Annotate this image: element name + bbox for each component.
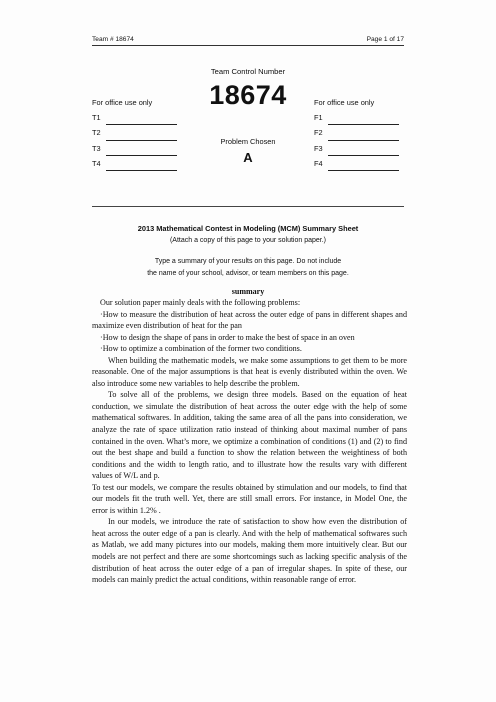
section-divider [92, 206, 404, 207]
blank-line [328, 115, 399, 125]
instruction-line: the name of your school, advisor, or team members on this page. [147, 269, 349, 277]
paragraph: ·How to measure the distribution of heat across the outer edge of pans in different shapes and maximize even distribution of heat for the pan [92, 309, 407, 331]
office-field-label: T3 [92, 143, 101, 153]
problem-chosen-label: Problem Chosen [220, 137, 276, 146]
office-field-f1 [314, 110, 399, 125]
office-field-label: T2 [92, 128, 101, 138]
office-field-label: F3 [314, 143, 323, 153]
problem-chosen-letter: A [243, 150, 253, 165]
header-team: Team # 18674 [92, 36, 134, 43]
office-use-label: For office use only [92, 98, 153, 107]
paragraph: ·How to design the shape of pans in order to make the best of space in an oven [100, 332, 355, 342]
paragraph: In our models, we introduce the rate of satisfaction to show how even the distribution of heat across the outer edge of a pan is clearly. And with the help of mathematical softwares such as Matlab, we add many pictures into our models, making them more intuitively clear. But our models are not perfect and there are some shortcomings such as lacking specific analysis of the distribution of heat across the outer edge of a pan of irregular shapes. In spite of these, our models can mainly predict the actual conditions, within reasonable range of error. [92, 517, 407, 585]
office-field-label: F4 [314, 158, 323, 168]
office-field-label: F1 [314, 113, 323, 123]
summary-body [92, 297, 407, 586]
page-header [92, 36, 404, 46]
contest-title: 2013 Mathematical Contest in Modeling (MCM) Summary Sheet [137, 224, 359, 233]
header-page-number: Page 1 of 17 [366, 36, 404, 43]
paragraph: Our solution paper mainly deals with the following problems: [100, 298, 301, 307]
summary-heading: summary [231, 287, 265, 296]
office-use-label: For office use only [314, 98, 375, 107]
office-field-label: T1 [92, 113, 101, 123]
attach-note: (Attach a copy of this page to your solution paper.) [169, 237, 327, 244]
team-number: 18674 [209, 80, 287, 110]
office-field-t1 [92, 110, 177, 125]
team-control-number-label: Team Control Number [210, 67, 286, 76]
paragraph: ·How to optimize a combination of the former two conditions. [100, 344, 302, 354]
office-field-label: F2 [314, 128, 323, 138]
instructions [0, 256, 496, 279]
paragraph: To test our models, we compare the results obtained by stimulation and our models, to find that our models fit the truth well. Yet, there are still small errors. For instance, in Model One, the error is within 1.2% . [92, 482, 407, 515]
office-field-label: T4 [92, 158, 101, 168]
instruction-line: Type a summary of your results on this page. Do not include [154, 258, 342, 265]
paragraph: When building the mathematic models, we make some assumptions to get them to be more reasonable. One of the major assumptions is that heat is evenly distributed within the oven. We also introduce some new variables to help describe the problem. [92, 355, 407, 388]
paragraph: To solve all of the problems, we design three models. Based on the equation of heat conduction, we simulate the distribution of heat across the outer edge with the help of some mathematical softwares. In addition, taking the same area of all the pans into consideration, we analyze the rate of space utilization ratio instead of thinking about maximal number of pans contained in the oven. What’s more, we optimize a combination of conditions (1) and (2) to find out the best shape and build a function to show the relation between the weightiness of both conditions and the width to length ratio, and to illustrate how the results vary with different values of W/L and p. [92, 390, 407, 481]
blank-line [106, 115, 177, 125]
